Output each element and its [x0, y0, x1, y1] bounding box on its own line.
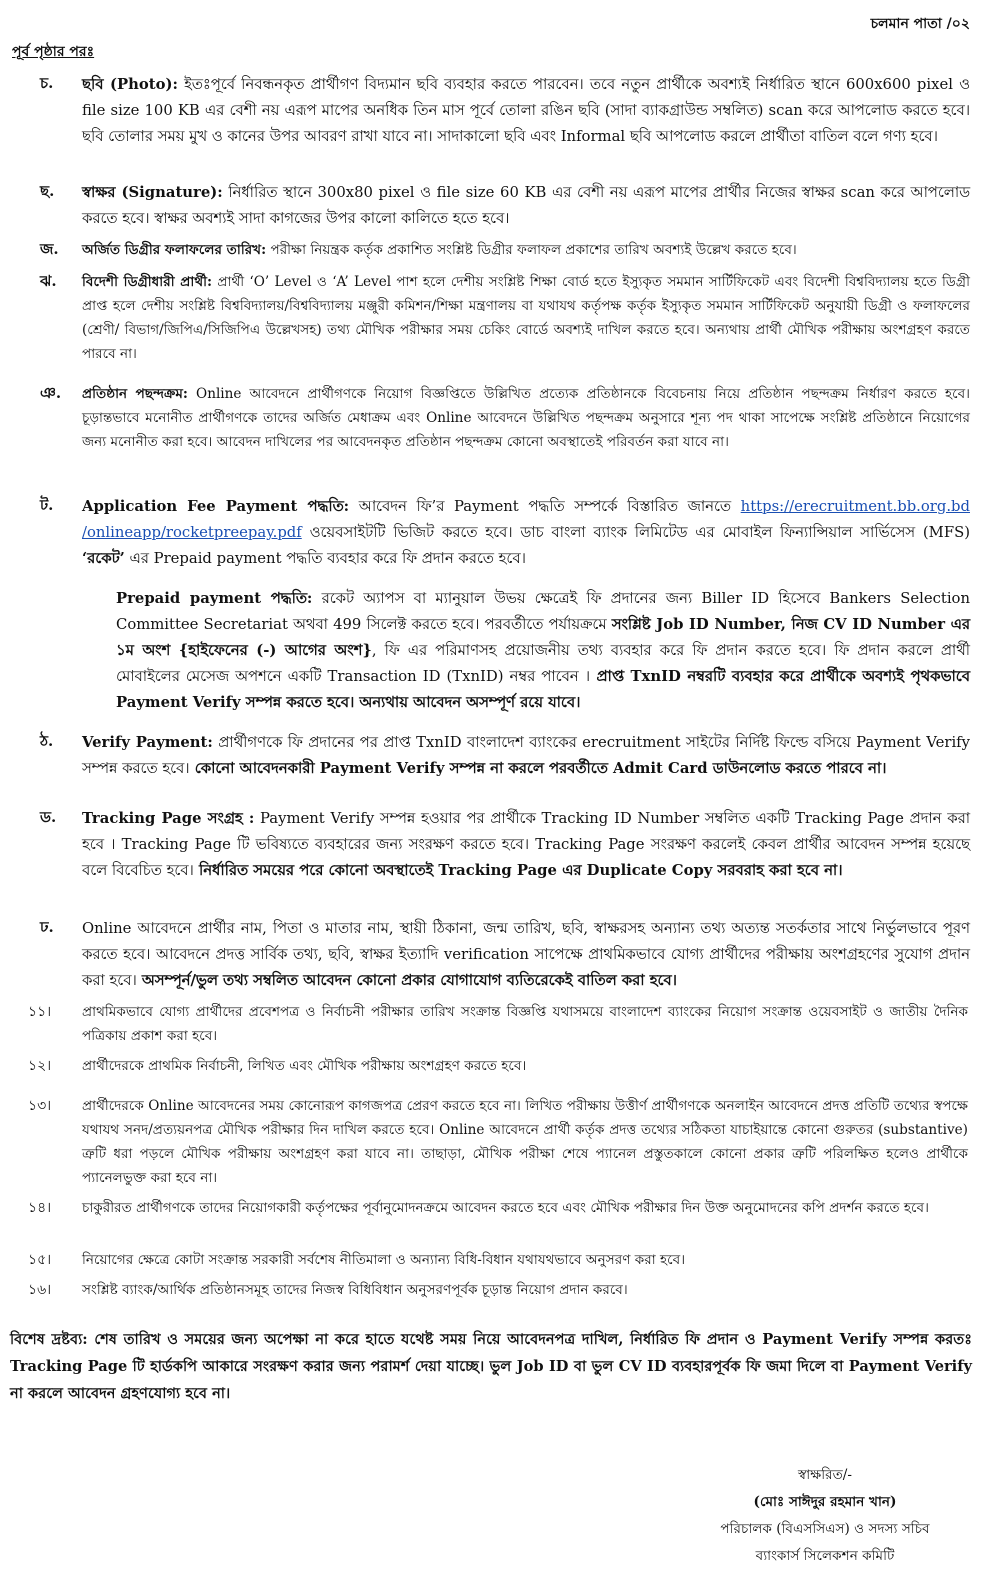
signed-label: স্বাক্ষরিত/- — [798, 1467, 852, 1483]
signatory-name: (মোঃ সাঈদুর রহমান খান) — [753, 1494, 897, 1510]
special-note: বিশেষ দ্রষ্টব্য: শেষ তারিখ ও সময়ের জন্য অপেক্ষা না করে হাতে যথেষ্ট সময় নিয়ে আবেদনপত্র দাখিল, নির্ধারিত ফি প্রদান ও Payment Verify সম্পন্ন করতঃ Tracking Page টি হার্ডকপি আকারে সংরক্ষণ করার জন্য পরামর্শ দেয়া যাচ্ছে। ভুল Job ID বা ভুল CV ID ব্যবহারপূর্বক ফি জমা দিলে বা Payment Verify না করলে আবেদন গ্রহণযোগ্য হবে না। — [10, 1331, 972, 1402]
item-text: Payment Verify সম্পন্ন হওয়ার পর প্রার্থীকে Tracking ID Number সম্বলিত একটি Tracking Page প্রদান করা হবে । Tracking Page টি ভবিষ্যতে ব্যবহারের জন্য সংরক্ষণ করতে হবে। Tracking Page সংরক্ষণ করলেই কেবল প্রার্থীর আবেদন সম্পন্ন হয়েছে বলে বিবেচিত হবে। — [82, 810, 970, 879]
item-label: Tracking Page সংগ্রহ : — [82, 810, 255, 827]
item-text: নির্ধারিত স্থানে 300x80 pixel ও file size 60 KB এর বেশী নয় এরূপ মাপের প্রার্থীর নিজের স্বাক্ষর scan করে আপলোড করতে হবে। স্বাক্ষর অবশ্যই সাদা কাগজের উপর কালো কালিতে হতে হবে। — [82, 184, 970, 227]
item-tracking-page — [40, 806, 970, 884]
item-label: ছবি (Photo): — [82, 76, 178, 93]
numbered-marker: ১৩। — [28, 1098, 52, 1114]
item-text: প্রার্থীগণকে ফি প্রদানের পর প্রাপ্ত TxnID বাংলাদেশ ব্যাংকের erecruitment সাইটের নির্দিষ্ট ফিল্ডে বসিয়ে Payment Verify সম্পন্ন করতে হবে। — [82, 734, 971, 777]
item-label: Verify Payment: — [82, 734, 213, 751]
running-page-label: চলমান পাতা /০২ — [870, 16, 970, 32]
numbered-item-16 — [28, 1278, 968, 1302]
numbered-marker: ১৫। — [28, 1252, 52, 1268]
numbered-marker: ১৪। — [28, 1200, 52, 1216]
item-marker: ঠ. — [40, 732, 54, 750]
item-label: অর্জিত ডিগ্রীর ফলাফলের তারিখ: — [82, 242, 267, 258]
numbered-text: সংশ্লিষ্ট ব্যাংক/আর্থিক প্রতিষ্ঠানসমূহ তাদের নিজস্ব বিধিবিধান অনুসরণপূর্বক চূড়ান্ত নিয়োগ প্রদান করবে। — [82, 1282, 628, 1298]
item-online-info — [40, 916, 970, 994]
prepaid-bold-ids: সংশ্লিষ্ট Job ID Number, নিজ CV ID Number এর ১ম অংশ {হাইফেনের (-) আগের অংশ} — [116, 616, 970, 659]
item-bold-text: অসম্পূর্ন/ভুল তথ্য সম্বলিত আবেদন কোনো প্রকার যোগাযোগ ব্যতিরেকেই বাতিল করা হবে। — [136, 972, 677, 989]
item-result-date — [40, 238, 970, 262]
signatory-designation: পরিচালক (বিএসসিএস) ও সদস্য সচিব — [720, 1521, 930, 1537]
numbered-text: প্রার্থীদেরকে Online আবেদনের সময় কোনোরূপ কাগজপত্র প্রেরণ করতে হবে না। লিখিত পরীক্ষায় উত্তীর্ণ প্রার্থীগণকে অনলাইন আবেদনে প্রদত্ত প্রতিটি তথ্যের স্বপক্ষে যথাযথ সনদ/প্রত্যয়নপত্র মৌখিক পরীক্ষার দিন দাখিল করতে হবে। Online আবেদনে প্রার্থী কর্তৃক প্রদত্ত তথ্যের সঠিকতা যাচাইয়ান্তে কোনো গুরুতর (substantive) ত্রুটি ধরা পড়লে মৌখিক পরীক্ষায় অংশগ্রহণ করা যাবে না। তাছাড়া, মৌখিক পরীক্ষা শেষে প্যানেল প্রস্তুতকালে কোনো প্রকার ত্রুটি পরিলক্ষিত হলেও প্রার্থীকে প্যানেলভুক্ত করা হবে না। — [82, 1098, 968, 1186]
numbered-marker: ১৬। — [28, 1282, 52, 1298]
item-label: স্বাক্ষর (Signature): — [82, 184, 223, 201]
item-marker: ছ. — [40, 182, 55, 200]
numbered-text: নিয়োগের ক্ষেত্রে কোটা সংক্রান্ত সরকারী সর্বশেষ নীতিমালা ও অন্যান্য বিধি-বিধান যথাযথভাবে অনুসরণ করা হবে। — [82, 1252, 686, 1268]
item-bold-text: কোনো আবেদনকারী Payment Verify সম্পন্ন না করলে পরবর্তীতে Admit Card ডাউনলোড করতে পারবে না। — [189, 760, 887, 777]
committee-name: ব্যাংকার্স সিলেকশন কমিটি — [755, 1548, 895, 1564]
item-marker: জ. — [40, 240, 59, 258]
continued-label: পূর্ব পৃষ্ঠার পরঃ — [12, 44, 95, 60]
item-photo — [40, 72, 970, 150]
numbered-text: চাকুরীরত প্রার্থীগণকে তাদের নিয়োগকারী কর্তৃপক্ষের পূর্বানুমোদনক্রমে আবেদন করতে হবে এবং মৌখিক পরীক্ষার দিন উক্ত অনুমোদনের কপি প্রদর্শন করতে হবে। — [82, 1200, 929, 1216]
item-label: বিদেশী ডিগ্রীধারী প্রার্থী: — [82, 274, 213, 290]
item-label: প্রতিষ্ঠান পছন্দক্রম: — [82, 386, 188, 402]
item-text: প্রার্থী ‘O’ Level ও ‘A’ Level পাশ হলে দেশীয় সংশ্লিষ্ট শিক্ষা বোর্ড হতে ইস্যুকৃত সমমান সার্টিফিকেট এবং বিদেশী বিশ্ববিদ্যালয় হতে ডিগ্রী প্রাপ্ত হলে দেশীয় সংশ্লিষ্ট বিশ্ববিদ্যালয়/বিশ্ববিদ্যালয় মঞ্জুরী কমিশন/শিক্ষা মন্ত্রণালয় বা যথাযথ কর্তৃপক্ষ কর্তৃক ইস্যুকৃত সমমান সার্টিফিকেট অনুযায়ী ডিগ্রী ও ফলাফলের (শ্রেণী/ বিভাগ/জিপিএ/সিজিপিএ উল্লেখসহ) তথ্য মৌখিক পরীক্ষার সময় চেকিং বোর্ডে অবশ্যই দাখিল করতে হবে। অন্যথায় প্রার্থী মৌখিক পরীক্ষায় অংশগ্রহণ করতে পারবে না। — [82, 274, 970, 362]
item-marker: ঢ. — [40, 918, 54, 936]
item-signature — [40, 180, 970, 232]
numbered-item-15 — [28, 1248, 968, 1272]
numbered-item-14 — [28, 1196, 968, 1220]
prepaid-text: রকেট অ্যাপস বা ম্যানুয়াল উভয় ক্ষেত্রেই ফি প্রদানের জন্য Biller ID হিসেবে Bankers Selection Committee Secretariat অথবা 499 সিলেক্ট করতে হবে। পরবর্তীতে পর্যায়ক্রমে — [116, 590, 970, 633]
item-marker: ট. — [40, 496, 54, 514]
numbered-item-13 — [28, 1094, 968, 1190]
item-bold-text: নির্ধারিত সময়ের পরে কোনো অবস্থাতেই Tracking Page এর Duplicate Copy সরবরাহ করা হবে না। — [193, 862, 843, 879]
numbered-marker: ১১। — [28, 1004, 52, 1020]
prepaid-bold-verify: প্রাপ্ত TxnID নম্বরটি ব্যবহার করে প্রার্থীকে অবশ্যই পৃথকভাবে Payment Verify সম্পন্ন করতে হবে। অন্যথায় আবেদন অসম্পূর্ণ রয়ে যাবে। — [116, 668, 970, 711]
payment-guide-link[interactable]: https://erecruitment.bb.org.bd /onlineapp/rocketpreepay.pdf — [82, 498, 970, 541]
item-institution-preference — [40, 382, 970, 454]
numbered-text: প্রাথমিকভাবে যোগ্য প্রার্থীদের প্রবেশপত্র ও নির্বাচনী পরীক্ষার তারিখ সংক্রান্ত বিজ্ঞপ্তি যথাসময়ে বাংলাদেশ ব্যাংকের নিয়োগ সংক্রান্ত ওয়েবসাইট ও জাতীয় দৈনিক পত্রিকায় প্রকাশ করা হবে। — [82, 1004, 968, 1044]
item-marker: ড. — [40, 808, 57, 826]
item-text: Online আবেদনে প্রার্থীগণকে নিয়োগ বিজ্ঞপ্তিতে উল্লিখিত প্রত্যেক প্রতিষ্ঠানকে বিবেচনায় নিয়ে প্রতিষ্ঠান পছন্দক্রম নির্ধারণ করতে হবে। চূড়ান্তভাবে মনোনীত প্রার্থীগণকে তাদের অর্জিত মেধাক্রম এবং Online আবেদনে উল্লিখিত পছন্দক্রম অনুসারে শূন্য পদ থাকা সাপেক্ষে সংশ্লিষ্ট প্রতিষ্ঠানে নিয়োগের জন্য মনোনীত করা হবে। আবেদন দাখিলের পর আবেদনকৃত প্রতিষ্ঠান পছন্দক্রম কোনো অবস্থাতেই পরিবর্তন করা যাবে না। — [82, 386, 971, 450]
item-marker: ঝ. — [40, 272, 57, 290]
prepaid-text: , ফি এর পরিমাণসহ প্রয়োজনীয় তথ্য ব্যবহার করে ফি প্রদান করতে হবে। ফি প্রদান করলে প্রার্থী মোবাইলের মেসেজ অপশনে একটি Transaction ID (TxnID) নম্বর পাবেন । — [116, 642, 970, 685]
item-verify-payment — [40, 730, 970, 782]
numbered-item-11 — [28, 1000, 968, 1048]
item-text: ইতঃপূর্বে নিবন্ধনকৃত প্রার্থীগণ বিদ্যমান ছবি ব্যবহার করতে পারবেন। তবে নতুন প্রার্থীকে অবশ্যই নির্ধারিত স্থানে 600x600 pixel ও file size 100 KB এর বেশী নয় এরূপ মাপের অনধিক তিন মাস পূর্বে তোলা রঙিন ছবি (সাদা ব্যাকগ্রাউন্ড সম্বলিত) scan করে আপলোড করতে হবে। ছবি তোলার সময় মুখ ও কানের উপর আবরণ রাখা যাবে না। সাদাকালো ছবি এবং Informal ছবি আপলোড করলে প্রার্থীতা বাতিল বলে গণ্য হবে। — [82, 76, 970, 145]
item-foreign-degree — [40, 270, 970, 366]
item-text: পরীক্ষা নিয়ন্ত্রক কর্তৃক প্রকাশিত সংশ্লিষ্ট ডিগ্রীর ফলাফল প্রকাশের তারিখ অবশ্যই উল্লেখ করতে হবে। — [266, 242, 797, 258]
prepaid-payment-block — [116, 586, 970, 716]
prepaid-label: Prepaid payment পদ্ধতি: — [116, 590, 313, 607]
item-text: আবেদন ফি’র Payment পদ্ধতি সম্পর্কে বিস্তারিত জানতে — [349, 498, 741, 515]
item-marker: ঞ. — [40, 384, 62, 402]
item-marker: চ. — [40, 74, 54, 92]
item-text: ওয়েবসাইটটি ভিজিট করতে হবে। ডাচ বাংলা ব্যাংক লিমিটেড এর মোবাইল ফিন্যান্সিয়াল সার্ভিসেস (MFS) — [301, 524, 970, 541]
numbered-text: প্রার্থীদেরকে প্রাথমিক নির্বাচনী, লিখিত এবং মৌখিক পরীক্ষায় অংশগ্রহণ করতে হবে। — [82, 1058, 527, 1074]
item-text: এর Prepaid payment পদ্ধতি ব্যবহার করে ফি প্রদান করতে হবে। — [124, 550, 526, 567]
numbered-item-12 — [28, 1054, 968, 1078]
item-application-fee-payment — [40, 494, 970, 572]
numbered-marker: ১২। — [28, 1058, 52, 1074]
item-label: Application Fee Payment পদ্ধতি: — [82, 498, 350, 515]
rocket-label: ‘রকেট’ — [82, 550, 125, 567]
signature-block — [680, 1462, 970, 1570]
item-text: Online আবেদনে প্রার্থীর নাম, পিতা ও মাতার নাম, স্থায়ী ঠিকানা, জন্ম তারিখ, ছবি, স্বাক্ষরসহ অন্যান্য তথ্য অত্যন্ত সতর্কতার সাথে নির্ভুলভাবে পূরণ করতে হবে। আবেদনে প্রদত্ত সার্বিক তথ্য, ছবি, স্বাক্ষর ইত্যাদি verification সাপেক্ষে প্রাথমিকভাবে যোগ্য প্রার্থীদের পরীক্ষায় অংশগ্রহণের সুযোগ প্রদান করা হবে। — [82, 920, 970, 989]
